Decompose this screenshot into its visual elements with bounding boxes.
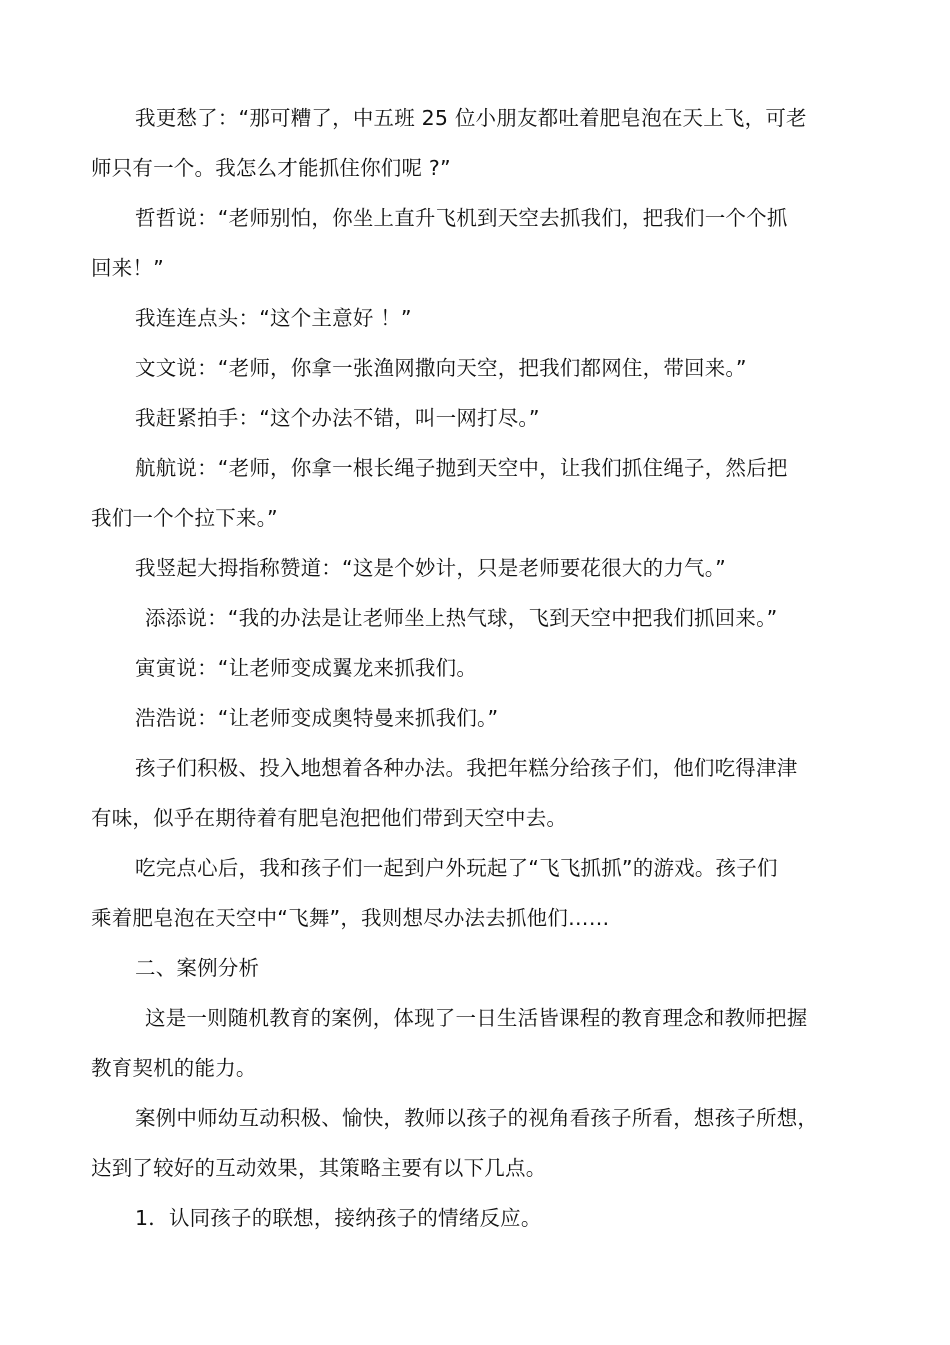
paragraph-line: 达到了较好的互动效果，其策略主要有以下几点。 [91, 1156, 547, 1180]
paragraph-line: 添添说：“我的办法是让老师坐上热气球，飞到天空中把我们抓回来。” [145, 606, 778, 630]
paragraph-line: 孩子们积极、投入地想着各种办法。我把年糕分给孩子们，他们吃得津津 [135, 756, 798, 780]
paragraph-line: 乘着肥皂泡在天空中“飞舞”，我则想尽办法去抓他们…… [91, 906, 610, 930]
paragraph-line: 寅寅说：“让老师变成翼龙来抓我们。 [135, 656, 478, 680]
paragraph-line: 我赶紧拍手：“这个办法不错，叫一网打尽。” [135, 406, 540, 430]
paragraph-line: 回来！” [91, 256, 164, 280]
paragraph-line: 有味，似乎在期待着有肥皂泡把他们带到天空中去。 [91, 806, 568, 830]
list-item: 1．认同孩子的联想，接纳孩子的情绪反应。 [135, 1206, 542, 1230]
paragraph-line: 哲哲说：“老师别怕，你坐上直升飞机到天空去抓我们，把我们一个个抓 [135, 206, 788, 230]
paragraph-line: 浩浩说：“让老师变成奥特曼来抓我们。” [135, 706, 499, 730]
paragraph-line: 我竖起大拇指称赞道：“这是个妙计，只是老师要花很大的力气。” [135, 556, 726, 580]
paragraph-line: 航航说：“老师，你拿一根长绳子抛到天空中，让我们抓住绳子，然后把 [135, 456, 788, 480]
paragraph-line: 我连连点头：“这个主意好 ！” [135, 306, 412, 330]
paragraph-line: 案例中师幼互动积极、愉快，教师以孩子的视角看孩子所看，想孩子所想， [135, 1106, 819, 1130]
paragraph-line: 教育契机的能力。 [91, 1056, 257, 1080]
paragraph-line: 师只有一个。我怎么才能抓住你们呢 ?” [91, 156, 451, 180]
paragraph-line: 我们一个个拉下来。” [91, 506, 278, 530]
paragraph-line: 吃完点心后，我和孩子们一起到户外玩起了“飞飞抓抓”的游戏。孩子们 [135, 856, 778, 880]
section-heading: 二、案例分析 [135, 956, 260, 980]
paragraph-line: 这是一则随机教育的案例，体现了一日生活皆课程的教育理念和教师把握 [145, 1006, 808, 1030]
paragraph-line: 我更愁了：“那可糟了，中五班 25 位小朋友都吐着肥皂泡在天上飞，可老 [135, 106, 807, 130]
paragraph-line: 文文说：“老师，你拿一张渔网撒向天空，把我们都网住，带回来。” [135, 356, 747, 380]
